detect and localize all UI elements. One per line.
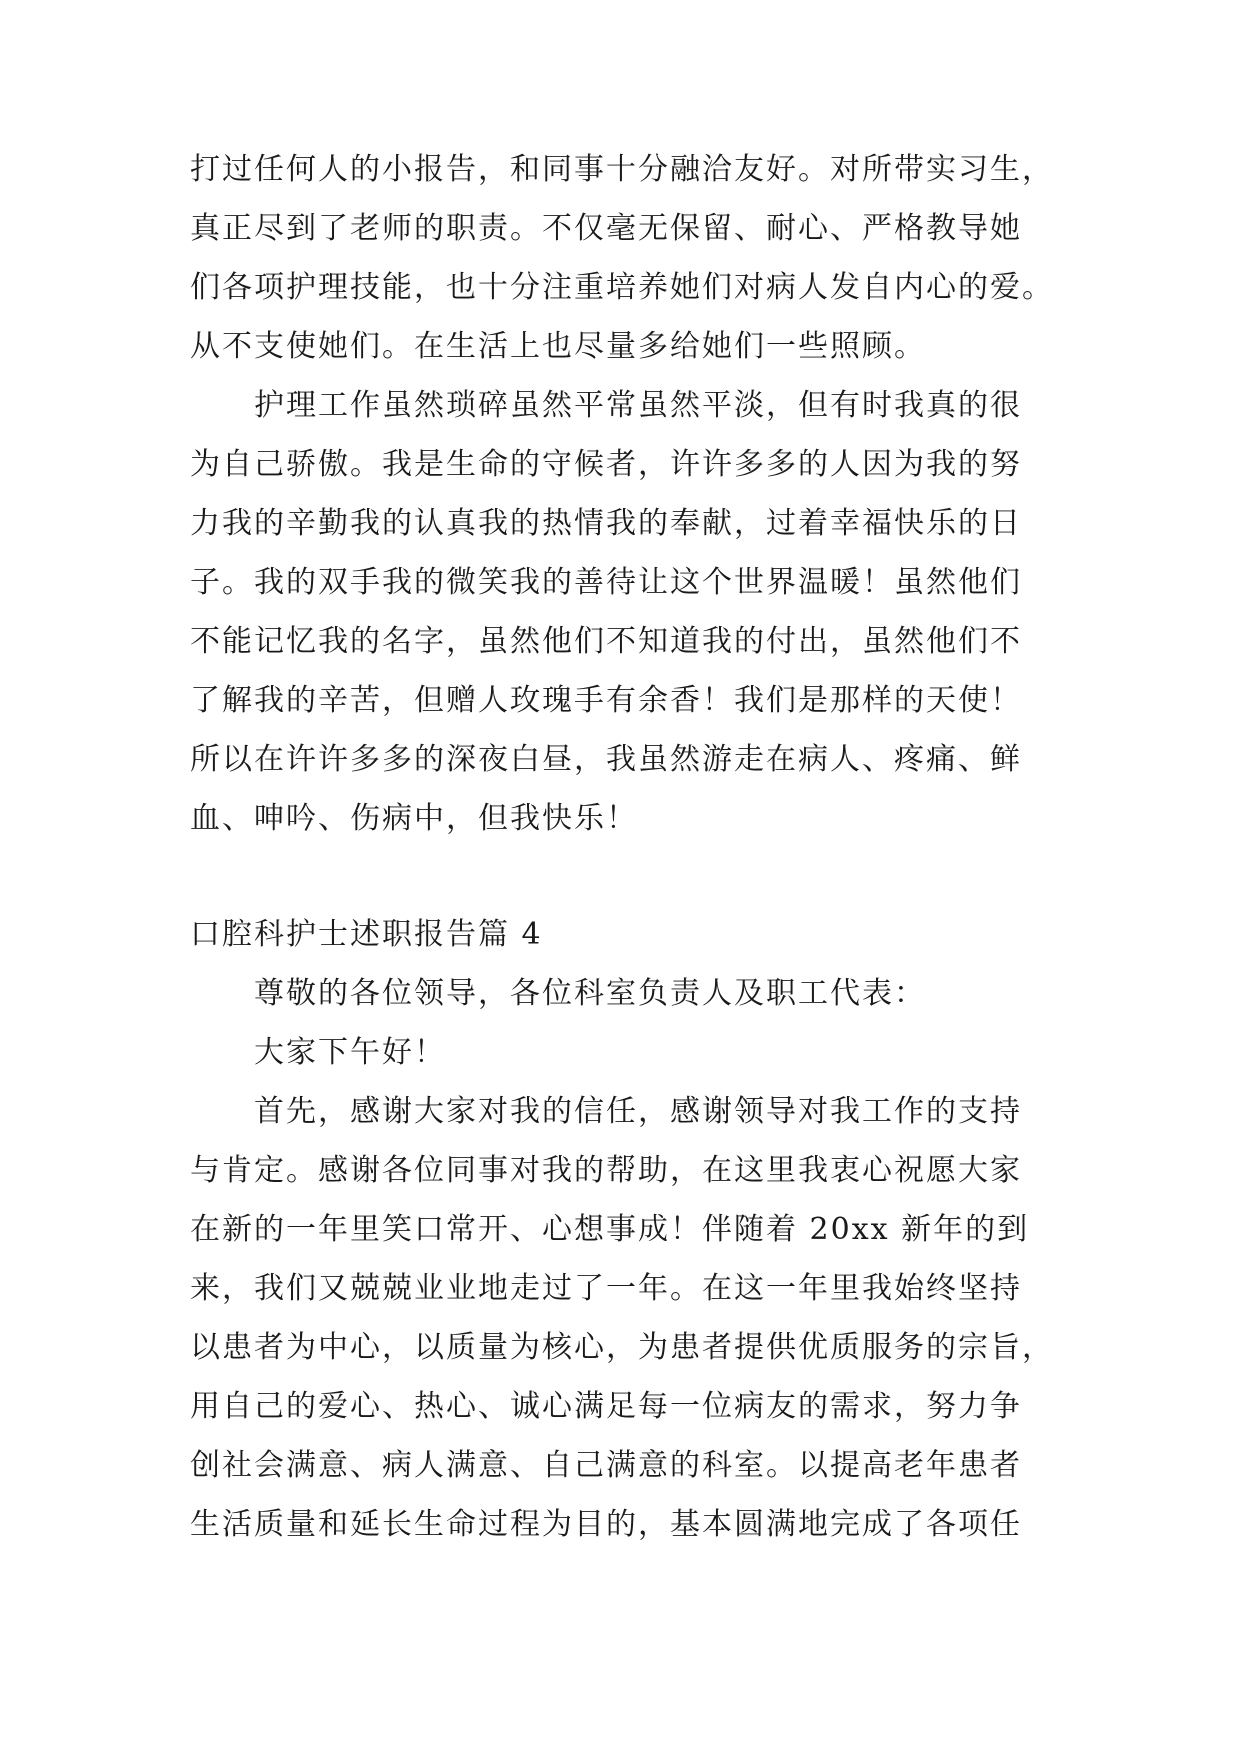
paragraph-line: 所以在许许多多的深夜白昼，我虽然游走在病人、疼痛、鲜 [190, 742, 1022, 777]
paragraph-line: 以患者为中心，以质量为核心，为患者提供优质服务的宗旨， [190, 1330, 1054, 1365]
paragraph-line: 生活质量和延长生命过程为目的，基本圆满地完成了各项任 [190, 1507, 1022, 1542]
paragraph-line: 不能记忆我的名字，虽然他们不知道我的付出，虽然他们不 [190, 624, 1022, 659]
paragraph-line: 来，我们又兢兢业业地走过了一年。在这一年里我始终坚持 [190, 1271, 1022, 1306]
paragraph-line: 力我的辛勤我的认真我的热情我的奉献，过着幸福快乐的日 [190, 506, 1022, 541]
paragraph-line: 创社会满意、病人满意、自己满意的科室。以提高老年患者 [190, 1448, 1022, 1483]
paragraph-line: 从不支使她们。在生活上也尽量多给她们一些照顾。 [190, 329, 926, 364]
paragraph-line: 真正尽到了老师的职责。不仅毫无保留、耐心、严格教导她 [190, 211, 1022, 246]
paragraph-line: 用自己的爱心、热心、诚心满足每一位病友的需求，努力争 [190, 1389, 1022, 1424]
salutation-line: 大家下午好！ [254, 1035, 446, 1070]
paragraph-line: 打过任何人的小报告，和同事十分融洽友好。对所带实习生， [190, 152, 1054, 187]
paragraph-line: 首先，感谢大家对我的信任，感谢领导对我工作的支持 [254, 1094, 1022, 1129]
paragraph-line: 了解我的辛苦，但赠人玫瑰手有余香！我们是那样的天使！ [190, 683, 1022, 718]
greeting-line: 尊敬的各位领导，各位科室负责人及职工代表： [254, 976, 926, 1011]
paragraph-line: 与肯定。感谢各位同事对我的帮助，在这里我衷心祝愿大家 [190, 1153, 1022, 1188]
paragraph-line: 在新的一年里笑口常开、心想事成！伴随着 20xx 新年的到 [190, 1212, 1030, 1247]
paragraph-line: 们各项护理技能，也十分注重培养她们对病人发自内心的爱。 [190, 270, 1054, 305]
paragraph-line: 血、呻吟、伤病中，但我快乐！ [190, 801, 638, 836]
paragraph-line: 为自己骄傲。我是生命的守候者，许许多多的人因为我的努 [190, 447, 1022, 482]
paragraph-line: 子。我的双手我的微笑我的善待让这个世界温暖！虽然他们 [190, 565, 1022, 600]
paragraph-line: 护理工作虽然琐碎虽然平常虽然平淡，但有时我真的很 [254, 388, 1022, 423]
section-title: 口腔科护士述职报告篇 4 [190, 917, 543, 952]
